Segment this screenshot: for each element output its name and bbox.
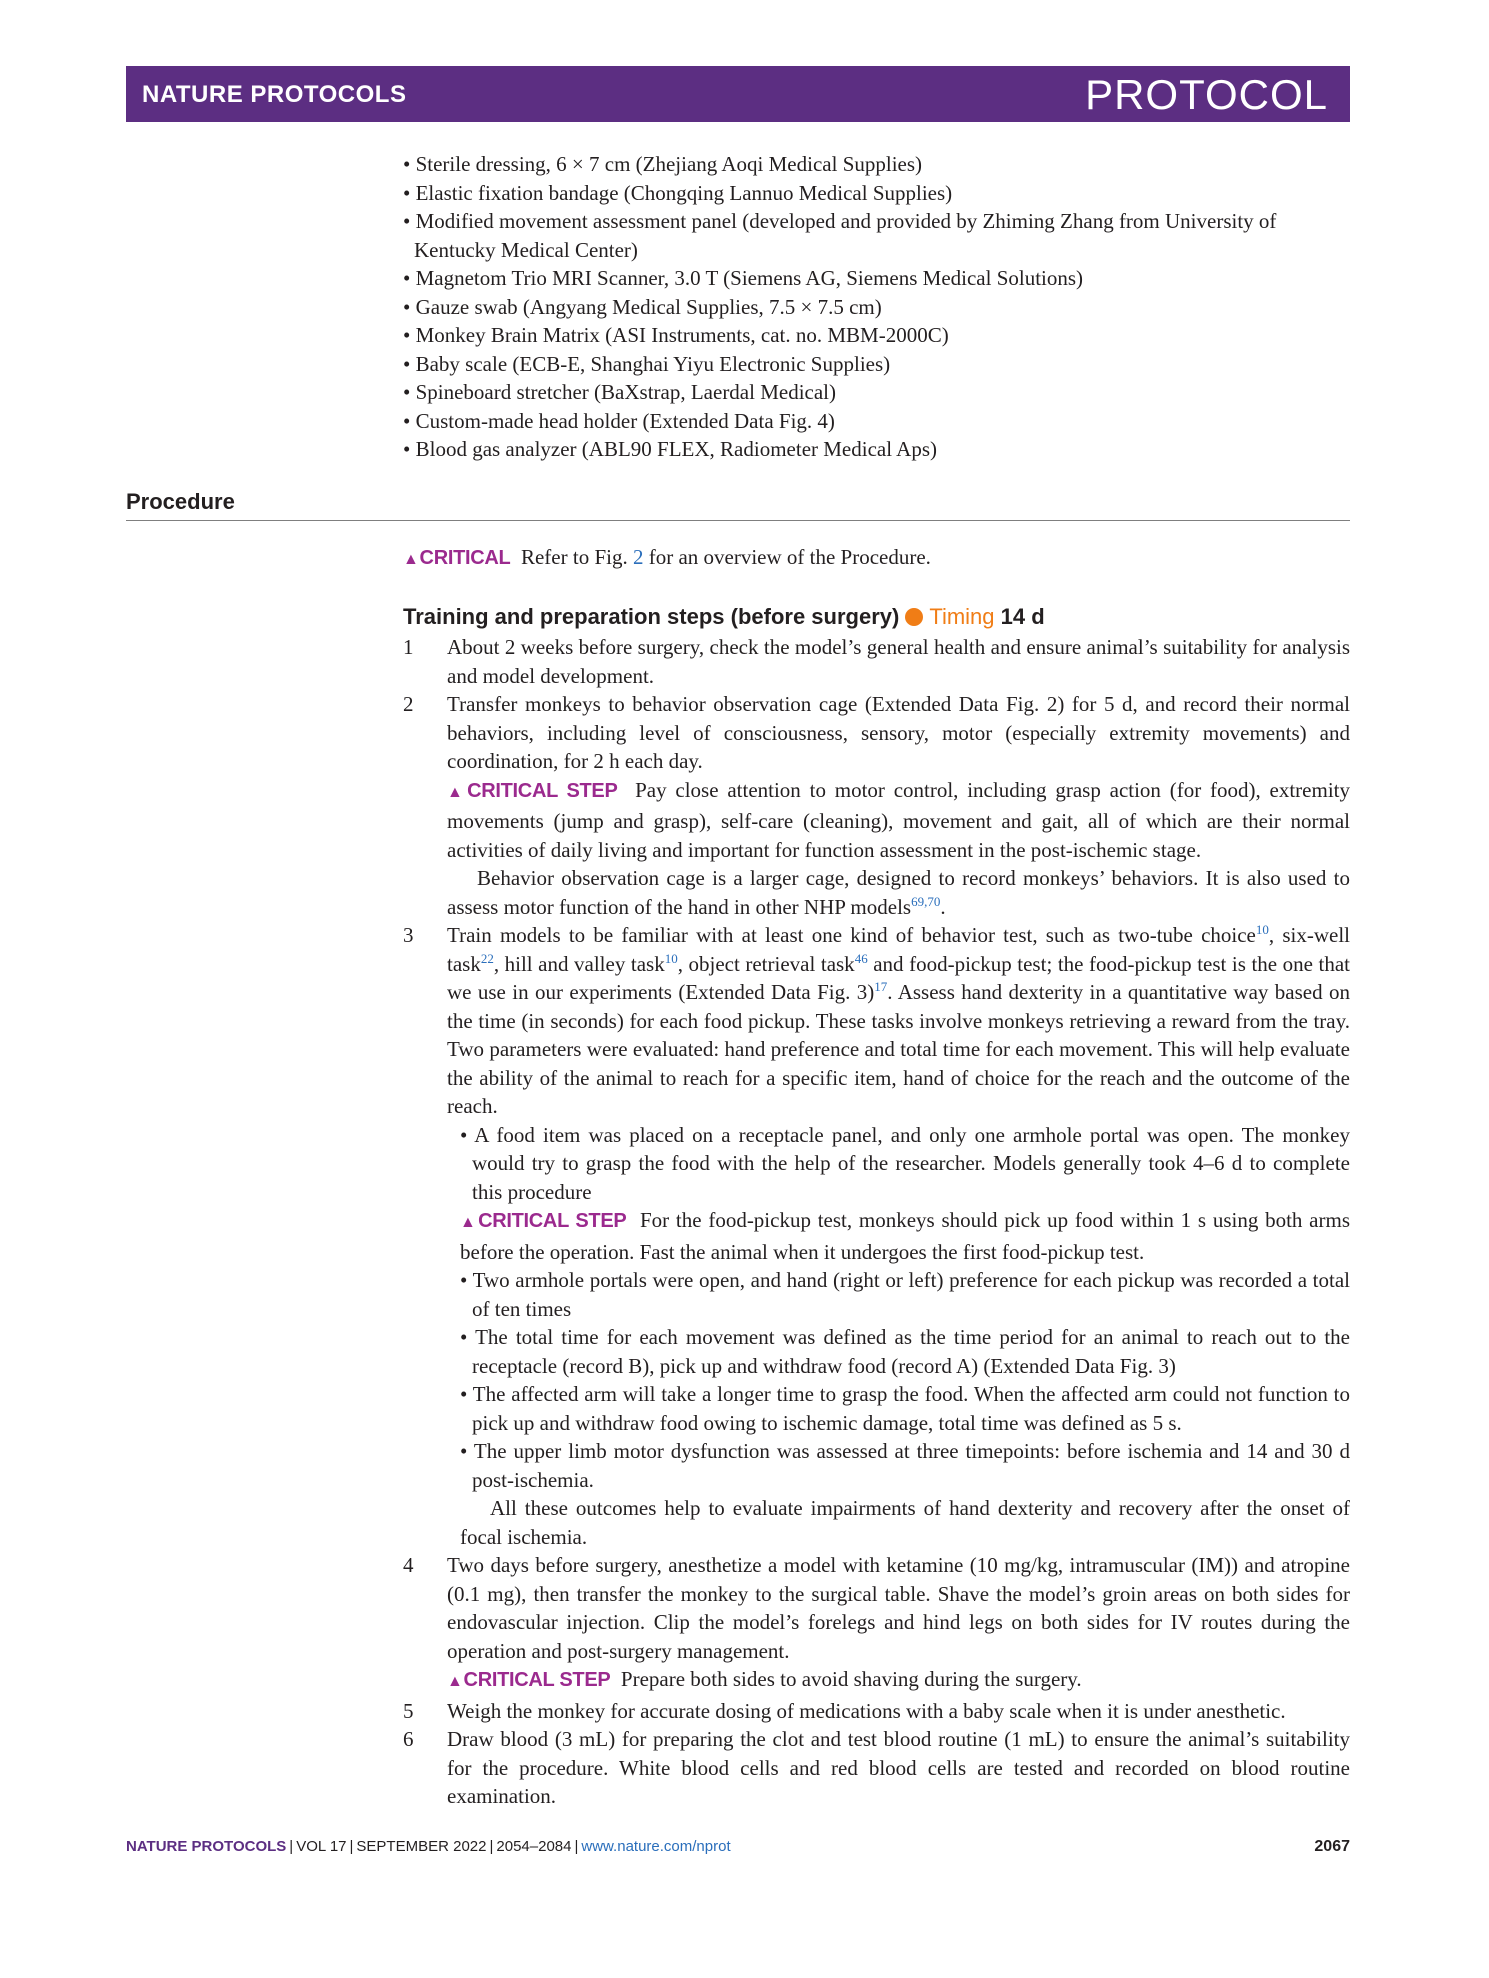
footer-url-link[interactable]: www.nature.com/nprot [581,1838,731,1855]
equipment-list [403,150,1350,464]
step-number: 5 [403,1698,414,1723]
reference-link[interactable]: 46 [854,950,868,966]
step-3 [403,921,1350,1551]
list-item: • Baby scale (ECB-E, Shanghai Yiyu Electronic Supplies) [403,351,891,376]
reference-link[interactable]: 69,70 [911,893,941,909]
step-text: About 2 weeks before surgery, check the model’s general health and ensure animal’s suitability for analysis and model development. [447,635,1350,688]
list-item: • A food item was placed on a receptacle panel, and only one armhole portal was open. The monkey would try to grasp the food with the help of the researcher. Models generally took 4–6 d to complete this procedure [460,1122,1350,1204]
list-item: • Custom-made head holder (Extended Data Fig. 4) [403,408,835,433]
triangle-icon: ▲ [460,1214,478,1231]
step-text: Transfer monkeys to behavior observation cage (Extended Data Fig. 2) for 5 d, and record their normal behaviors, including level of consciousness, sensory, motor (especially extremity movements) and coordination, for 2 h each day. [447,692,1350,773]
procedure-steps [403,633,1350,1811]
step-6 [403,1725,1350,1811]
step-4 [403,1551,1350,1697]
critical-step: ▲CRITICAL STEP For the food-pickup test, monkeys should pick up food within 1 s using both arms before the operation. Fast the animal when it undergoes the first food-pickup test. [460,1208,1351,1264]
footer-volume: VOL 17 [296,1838,347,1855]
step-text: Draw blood (3 mL) for preparing the clot and test blood routine (1 mL) to ensure the animal’s suitability for the procedure. White blood cells and red blood cells are tested and recorded on blood routine examination. [447,1727,1350,1808]
step-number: 2 [403,692,414,716]
reference-link[interactable]: 10 [1255,922,1269,937]
step-text: Weigh the monkey for accurate dosing of medications with a baby scale when it is under anesthetic. [447,1698,1286,1723]
list-item: • Elastic fixation bandage (Chongqing Lannuo Medical Supplies) [403,180,953,205]
footer-journal: NATURE PROTOCOLS [126,1838,287,1855]
triangle-icon: ▲ [447,1673,463,1690]
list-item: • The upper limb motor dysfunction was assessed at three timepoints: before ischemia and 14 and 30 d post-ischemia. [460,1439,1350,1492]
triangle-icon: ▲ [403,551,419,568]
step-number: 1 [403,635,414,659]
list-item: • Blood gas analyzer (ABL90 FLEX, Radiometer Medical Aps) [403,437,937,461]
subheading-training: Training and preparation steps (before surgery) Timing 14 d [403,604,1045,629]
critical-overview-note: ▲CRITICAL Refer to Fig. 2 for an overview of the Procedure. [403,545,931,569]
reference-link[interactable]: 10 [664,950,678,966]
list-item: • Sterile dressing, 6 × 7 cm (Zhejiang Aoqi Medical Supplies) [403,152,923,176]
critical-step: ▲CRITICAL STEP Pay close attention to motor control, including grasp action (for food), extremity movements (jump and grasp), self-care (cleaning), movement and gait, all of which are their normal activities of daily living and important for function assessment in the post-ischemic stage. [447,777,1351,862]
critical-step: ▲CRITICAL STEP Prepare both sides to avoid shaving during the surgery. [447,1667,1082,1691]
timing-value: 14 d [1000,604,1045,629]
page-footer: NATURE PROTOCOLS | VOL 17 | SEPTEMBER 2022 | 2054–2084 | www.nature.com/nprot 2067 [126,1838,1350,1855]
timing-dot-icon [905,608,923,626]
list-item: • Magnetom Trio MRI Scanner, 3.0 T (Siemens AG, Siemens Medical Solutions) [403,266,1084,290]
list-item: • Two armhole portals were open, and hand (right or left) preference for each pickup was recorded a total of ten times [460,1268,1350,1321]
journal-header-bar [126,66,1350,122]
section-heading-procedure [126,489,1350,521]
figure-link[interactable]: 2 [632,545,644,569]
triangle-icon: ▲ [447,783,467,801]
list-item: • Spineboard stretcher (BaXstrap, Laerdal Medical) [403,380,837,404]
step-5 [403,1697,1350,1726]
timing-label: Timing [929,604,995,629]
footer-date: SEPTEMBER 2022 [356,1838,487,1855]
step-2 [403,690,1350,921]
list-item: • The affected arm will take a longer time to grasp the food. When the affected arm could not function to pick up and withdraw food owing to ischemic damage, total time was defined as 5 s. [460,1382,1350,1435]
article-type: PROTOCOL [1085,71,1328,118]
step-note: Behavior observation cage is a larger cage, designed to record monkeys’ behaviors. It is also used to assess motor function of the hand in other NHP models$^{69,70}$. [447,866,1350,919]
reference-link[interactable]: 17 [874,979,888,994]
list-item: • The total time for each movement was defined as the time period for an animal to reach out to the receptacle (record B), pick up and withdraw food (record A) (Extended Data Fig. 3) [460,1325,1350,1378]
list-item: • Modified movement assessment panel (developed and provided by Zhiming Zhang from University of Kentucky Medical Center) [403,209,1277,262]
step-3-bullets [447,1121,1350,1552]
list-item: • Monkey Brain Matrix (ASI Instruments, cat. no. MBM-2000C) [403,323,949,347]
page-number: 2067 [1314,1838,1350,1855]
step-1 [403,633,1350,690]
step-number: 4 [403,1553,414,1577]
step-number: 6 [403,1727,414,1751]
footer-pages: 2054–2084 [496,1838,572,1855]
step-text: Two days before surgery, anesthetize a model with ketamine (10 mg/kg, intramuscular (IM)) and atropine (0.1 mg), then transfer the monkey to the surgical table. Shave the model’s groin areas on both sides for endovascular injection. Clip the model’s forelegs and hind legs on both sides for IV routes during the operation and post-surgery management. [447,1553,1350,1663]
critical-label: ▲CRITICAL [403,547,511,569]
journal-name: NATURE PROTOCOLS [142,81,407,108]
step-text: Train models to be familiar with at least one kind of behavior test, such as two-tube choice$^{10}$, six-well task$^{22}$, hill and valley task$^{10}$, object retrieval task$^{46}$ and food-pickup test; the food-pickup test is the one that we use in our experiments (Extended Data Fig. 3)$^{17}$. Assess hand dexterity in a quantitative way based on the time (in seconds) for each food pickup. These tasks involve monkeys retrieving a reward from the tray. Two parameters were evaluated: hand preference and total time for each movement. This will help evaluate the ability of the animal to reach for a specific item, hand of choice for the reach and the outcome of the reach. [447,922,1351,1118]
step-note: All these outcomes help to evaluate impairments of hand dexterity and recovery after the onset of focal ischemia. [460,1496,1350,1549]
reference-link[interactable]: 22 [480,950,494,966]
list-item: • Gauze swab (Angyang Medical Supplies, 7.5 × 7.5 cm) [403,294,882,319]
step-number: 3 [403,923,414,947]
section-title: Procedure [126,489,235,514]
